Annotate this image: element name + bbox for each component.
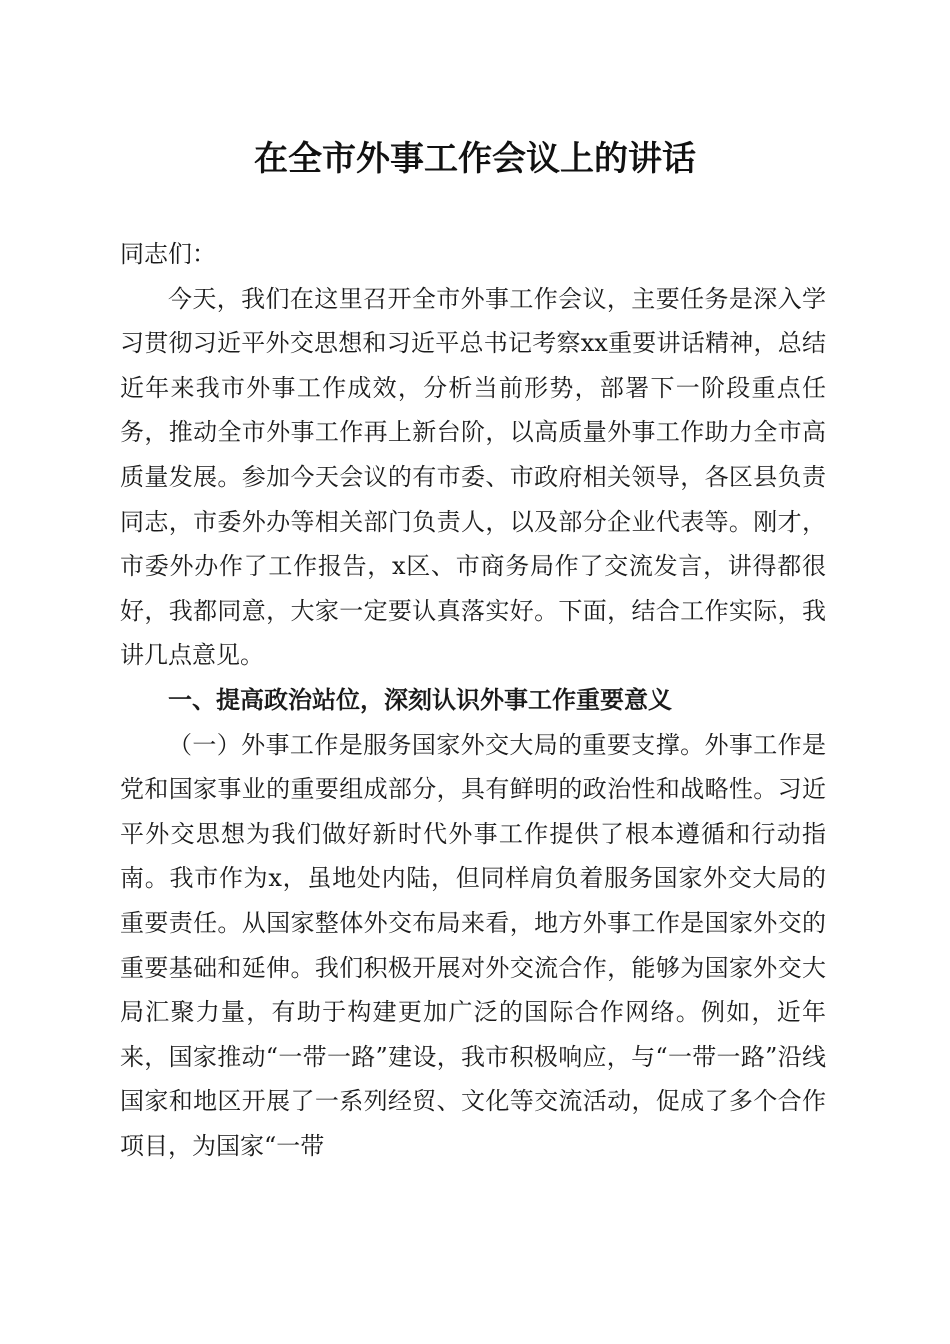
section-heading: 一、提高政治站位，深刻认识外事工作重要意义 — [168, 684, 672, 714]
document-title: 在全市外事工作会议上的讲话 — [254, 139, 696, 179]
document-body — [120, 232, 826, 1168]
opening-paragraph: 今天，我们在这里召开全市外事工作会议，主要任务是深入学习贯彻习近平外交思想和习近平总书记考察xx重要讲话精神，总结近年来我市外事工作成效，分析当前形势，部署下一阶段重点任务，推动全市外事工作再上新台阶，以高质量外事工作助力全市高质量发展。参加今天会议的有市委、市政府相关领导，各区县负责同志，市委外办等相关部门负责人，以及部分企业代表等。刚才，市委外办作了工作报告，x区、市商务局作了交流发言，讲得都很好，我都同意，大家一定要认真落实好。下面，结合工作实际，我讲几点意见。 — [120, 284, 826, 670]
salutation: 同志们： — [120, 240, 216, 268]
section-paragraph: （一）外事工作是服务国家外交大局的重要支撑。外事工作是党和国家事业的重要组成部分，具有鲜明的政治性和战略性。习近平外交思想为我们做好新时代外事工作提供了根本遵循和行动指南。我市作为x，虽地处内陆，但同样肩负着服务国家外交大局的重要责任。从国家整体外交布局来看，地方外事工作是国家外交的重要基础和延伸。我们积极开展对外交流合作，能够为国家外交大局汇聚力量，有助于构建更加广泛的国际合作网络。例如，近年来，国家推动“一带一路”建设，我市积极响应，与“一带一路”沿线国家和地区开展了一系列经贸、文化等交流活动，促成了多个合作项目，为国家“一带 — [120, 730, 826, 1160]
